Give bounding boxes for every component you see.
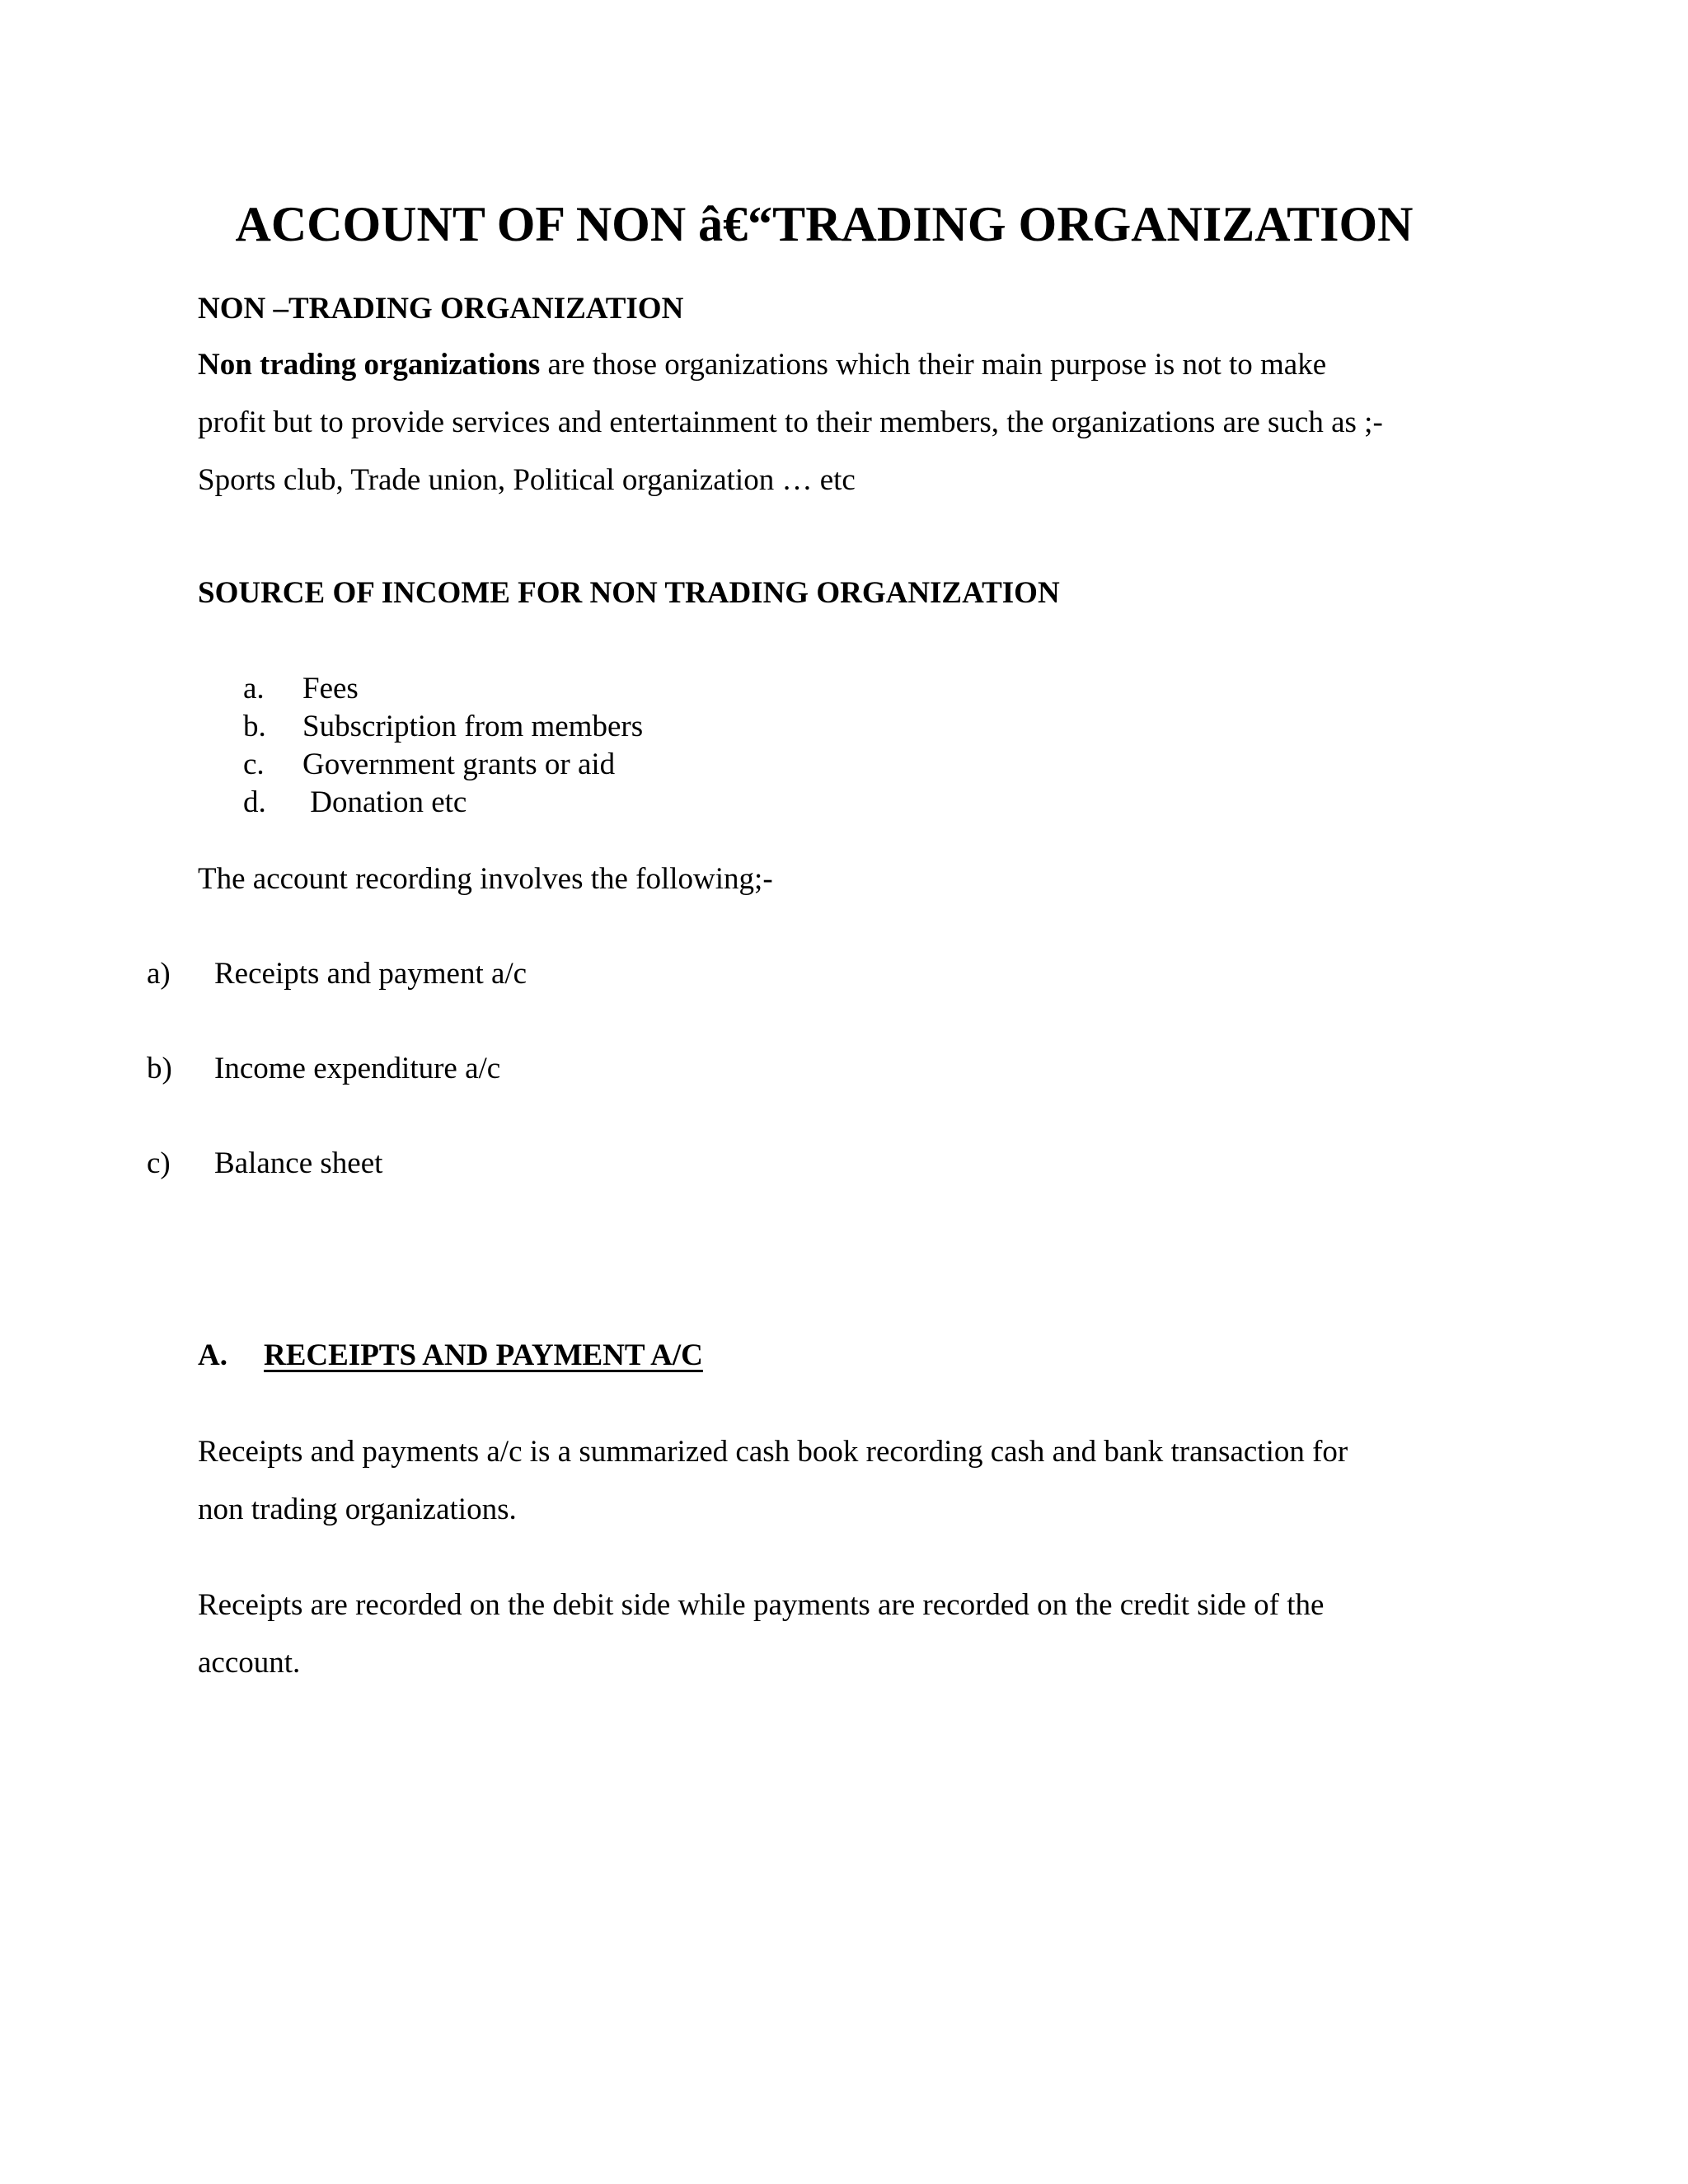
paragraph-line: The account recording involves the following;- <box>198 862 773 896</box>
section-heading-source-of-income: SOURCE OF INCOME FOR NON TRADING ORGANIZATION <box>198 576 1060 610</box>
paragraph-line: Sports club, Trade union, Political organization … etc <box>198 463 856 497</box>
list-item <box>243 708 643 746</box>
section-heading-receipts-payment <box>198 1335 703 1376</box>
income-source-list <box>243 670 643 822</box>
section-heading-non-trading: NON –TRADING ORGANIZATION <box>198 292 684 326</box>
list-marker: a) <box>147 957 171 991</box>
list-marker: b) <box>147 1052 172 1085</box>
paragraph-recording-intro <box>198 851 1484 908</box>
list-item-text: Receipts and payment a/c <box>214 957 528 991</box>
list-item <box>243 670 643 708</box>
list-marker: c) <box>147 1146 171 1180</box>
bold-term: Non trading organizations <box>198 348 541 382</box>
list-marker: a. <box>243 672 265 705</box>
list-item-text: Government grants or aid <box>302 748 616 781</box>
recording-item-income-expenditure <box>147 1048 500 1090</box>
list-marker: c. <box>243 748 265 781</box>
list-item-text: Donation etc <box>302 785 467 819</box>
paragraph-line: non trading organizations. <box>198 1493 517 1526</box>
section-heading-text: RECEIPTS AND PAYMENT A/C <box>264 1338 703 1372</box>
paragraph-line: account. <box>198 1646 301 1680</box>
list-item-text: Fees <box>302 672 359 705</box>
paragraph-line: Receipts are recorded on the debit side while payments are recorded on the credit side of the <box>198 1588 1325 1622</box>
section-marker: A. <box>198 1338 227 1372</box>
document-title <box>0 191 1688 257</box>
document-title-text: ACCOUNT OF NON â€“TRADING ORGANIZATION <box>235 197 1414 251</box>
list-item-text: Subscription from members <box>302 710 644 743</box>
paragraph-receipts-definition <box>198 1423 1484 1539</box>
paragraph-line: Receipts and payments a/c is a summarized cash book recording cash and bank transaction for <box>198 1435 1348 1469</box>
paragraph-definition <box>198 336 1484 509</box>
recording-item-balance-sheet <box>147 1143 382 1184</box>
list-item-text: Balance sheet <box>214 1146 383 1180</box>
paragraph-text: are those organizations which their main purpose is not to make <box>540 348 1327 382</box>
paragraph-line <box>198 336 1484 394</box>
list-marker: b. <box>243 710 266 743</box>
list-item <box>243 746 643 784</box>
paragraph-debit-credit <box>198 1577 1484 1692</box>
list-marker: d. <box>243 785 266 819</box>
recording-item-receipts <box>147 954 527 995</box>
list-item-text: Income expenditure a/c <box>214 1052 501 1085</box>
list-item <box>243 784 643 822</box>
paragraph-line: profit but to provide services and entertainment to their members, the organizations are such as ;- <box>198 405 1383 439</box>
